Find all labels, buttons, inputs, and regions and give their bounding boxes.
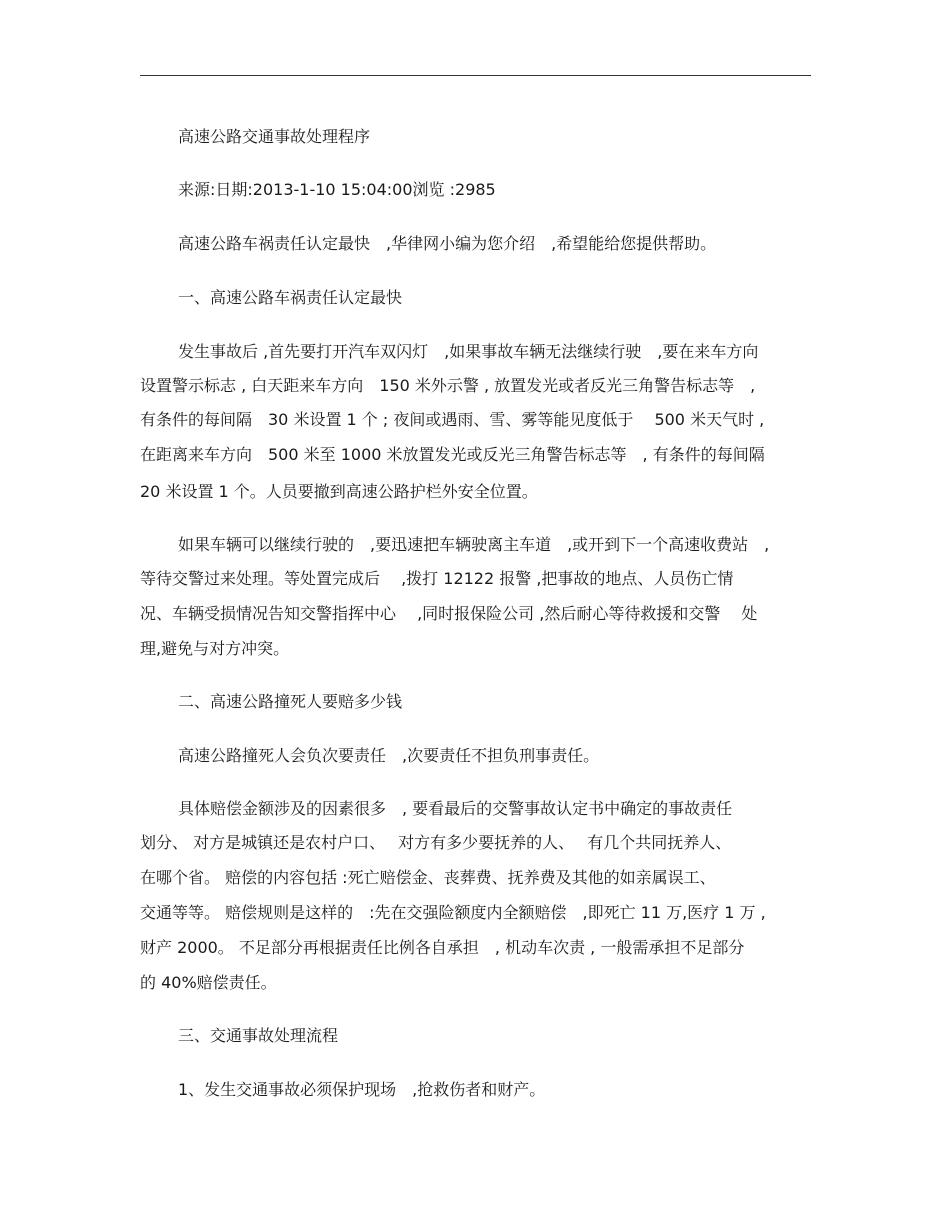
paragraph-1-line: 设置警示标志 , 白天距来车方向 150 米外示警 , 放置发光或者反光三角警告标志等 , bbox=[140, 376, 756, 395]
paragraph-1-line: 有条件的每间隔 30 米设置 1 个 ; 夜间或遇雨、雪、雾等能见度低于 500 米天气时 , bbox=[140, 410, 765, 429]
section-heading-2: 二、高速公路撞死人要赔多少钱 bbox=[178, 692, 403, 711]
paragraph-3: 高速公路撞死人会负次要责任 ,次要责任不担负刑事责任。 bbox=[178, 746, 600, 765]
paragraph-4-line: 财产 2000。 不足部分再根据责任比例各自承担 , 机动车次责 , 一般需承担不足部分 bbox=[140, 938, 745, 957]
document-meta: 来源:日期:2013-1-10 15:04:00浏览 :2985 bbox=[178, 180, 496, 199]
paragraph-4-line: 的 40%赔偿责任。 bbox=[140, 973, 277, 992]
paragraph-2-line: 理,避免与对方冲突。 bbox=[140, 639, 290, 658]
section-heading-1: 一、高速公路车祸责任认定最快 bbox=[178, 288, 403, 307]
document-title: 高速公路交通事故处理程序 bbox=[178, 127, 371, 146]
paragraph-4-line: 在哪个省。 赔偿的内容包括 :死亡赔偿金、丧葬费、抚养费及其他的如亲属误工、 bbox=[140, 868, 716, 887]
paragraph-4-line: 具体赔偿金额涉及的因素很多 , 要看最后的交警事故认定书中确定的事故责任 bbox=[178, 799, 733, 818]
intro-paragraph: 高速公路车祸责任认定最快 ,华律网小编为您介绍 ,希望能给您提供帮助。 bbox=[178, 234, 717, 253]
paragraph-1-line: 20 米设置 1 个。人员要撤到高速公路护栏外安全位置。 bbox=[140, 482, 538, 501]
paragraph-2-line: 况、车辆受损情况告知交警指挥中心 ,同时报保险公司 ,然后耐心等待救援和交警 处 bbox=[140, 604, 758, 623]
paragraph-2-line: 等待交警过来处理。等处置完成后 ,拨打 12122 报警 ,把事故的地点、人员伤亡情 bbox=[140, 569, 734, 588]
section-heading-3: 三、交通事故处理流程 bbox=[178, 1026, 339, 1045]
paragraph-4-line: 划分、 对方是城镇还是农村户口、 对方有多少要抚养的人、 有几个共同抚养人、 bbox=[140, 833, 732, 852]
header-rule bbox=[140, 75, 811, 76]
paragraph-4-line: 交通等等。 赔偿规则是这样的 :先在交强险额度内全额赔偿 ,即死亡 11 万,医疗 1 万 , bbox=[140, 903, 766, 922]
paragraph-1-line: 发生事故后 ,首先要打开汽车双闪灯 ,如果事故车辆无法继续行驶 ,要在来车方向 bbox=[178, 342, 759, 361]
step-1: 1、发生交通事故必须保护现场 ,抢救伤者和财产。 bbox=[178, 1080, 546, 1099]
paragraph-2-line: 如果车辆可以继续行驶的 ,要迅速把车辆驶离主车道 ,或开到下一个高速收费站 , bbox=[178, 535, 770, 554]
paragraph-1-line: 在距离来车方向 500 米至 1000 米放置发光或反光三角警告标志等 , 有条件的每间隔 bbox=[140, 445, 765, 464]
